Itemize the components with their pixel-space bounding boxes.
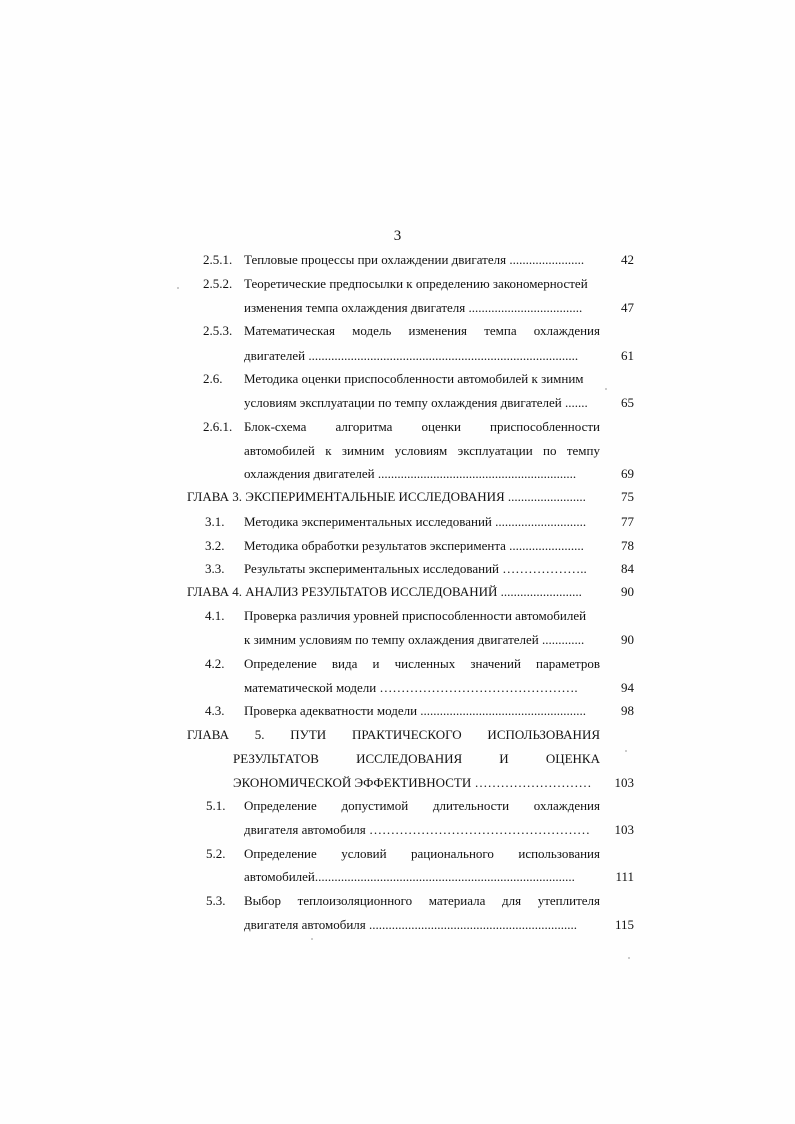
toc-entry-title: Методика оценки приспособленности автомобилей к зимним <box>244 371 584 386</box>
toc-chapter-title-cont: РЕЗУЛЬТАТОВ ИССЛЕДОВАНИЯ И ОЦЕНКА <box>233 751 600 766</box>
toc-chapter-title: ГЛАВА 3. ЭКСПЕРИМЕНТАЛЬНЫЕ ИССЛЕДОВАНИЯ ........................ <box>187 489 586 504</box>
toc-entry-title-cont: математической модели ………………………………………. <box>244 680 578 695</box>
scan-speck <box>628 957 630 959</box>
toc-entry-title: Блок-схема алгоритма оценки приспособленности <box>244 419 600 434</box>
scan-speck <box>625 750 627 752</box>
toc-entry-number: 4.1. <box>205 608 225 623</box>
toc-entry-title: Теоретические предпосылки к определению закономерностей <box>244 276 588 291</box>
toc-entry-number: 4.3. <box>205 703 225 718</box>
toc-entry-page: 111 <box>615 869 634 884</box>
toc-entry-number: 5.2. <box>206 846 226 861</box>
toc-entry-page: 115 <box>614 917 634 932</box>
toc-chapter-page: 75 <box>621 489 634 504</box>
toc-entry-title-cont: условиям эксплуатации по темпу охлаждения двигателей ....... <box>244 395 588 410</box>
toc-entry-page: 47 <box>621 300 634 315</box>
toc-entry-title-cont: охлаждения двигателей ............................................................. <box>244 466 577 481</box>
toc-entry-page: 42 <box>621 252 634 267</box>
toc-entry-page: 65 <box>621 395 634 410</box>
toc-entry-number: 2.5.2. <box>203 276 233 291</box>
toc-entry-number: 3.3. <box>205 561 225 576</box>
toc-entry-title-cont: двигателя автомобиля ................................................................ <box>244 917 578 932</box>
toc-chapter-title: ГЛАВА 5. ПУТИ ПРАКТИЧЕСКОГО ИСПОЛЬЗОВАНИЯ <box>187 727 600 742</box>
toc-entry-title: Тепловые процессы при охлаждении двигателя ....................... <box>244 252 585 267</box>
toc-entry-page: 78 <box>621 538 634 553</box>
toc-entry-title: Математическая модель изменения темпа охлаждения <box>244 323 600 338</box>
toc-entry-page: 69 <box>621 466 634 481</box>
toc-entry-number: 5.1. <box>206 798 226 813</box>
toc-entry-title: Выбор теплоизоляционного материала для утеплителя <box>244 893 600 908</box>
toc-entry-number: 5.3. <box>206 893 226 908</box>
toc-entry-number: 3.1. <box>205 514 225 529</box>
toc-entry-title-cont: к зимним условиям по темпу охлаждения двигателей ............. <box>244 632 585 647</box>
toc-entry-title-cont: автомобилей................................................................................ <box>244 869 575 884</box>
toc-entry-number: 2.5.3. <box>203 323 233 338</box>
scan-speck <box>311 938 313 940</box>
toc-entry-title: Проверка различия уровней приспособленности автомобилей <box>244 608 587 623</box>
toc-chapter-title-cont: ЭКОНОМИЧЕСКОЙ ЭФФЕКТИВНОСТИ ……………………… <box>233 775 592 790</box>
toc-chapter-page: 103 <box>614 775 634 790</box>
toc-entry-title-cont: двигателей ................................................................................... <box>244 348 579 363</box>
toc-entry-number: 2.6. <box>203 371 223 386</box>
toc-entry-title: Определение допустимой длительности охлаждения <box>244 798 600 813</box>
toc-entry-title: Определение вида и численных значений параметров <box>244 656 600 671</box>
toc-entry-page: 94 <box>621 680 634 695</box>
toc-entry-number: 3.2. <box>205 538 225 553</box>
toc-entry-title: Определение условий рационального использования <box>244 846 600 861</box>
toc-entry-title: Результаты экспериментальных исследований ……………….. <box>244 561 587 576</box>
toc-entry-page: 90 <box>621 632 634 647</box>
toc-entry-page: 84 <box>621 561 634 576</box>
toc-chapter-page: 90 <box>621 584 634 599</box>
toc-entry-page: 61 <box>621 348 634 363</box>
toc-entry-page: 77 <box>621 514 634 529</box>
toc-entry-title-cont: изменения темпа охлаждения двигателя ................................... <box>244 300 583 315</box>
toc-entry-title: Методика обработки результатов эксперимента ....................... <box>244 538 584 553</box>
scan-speck <box>177 287 179 289</box>
toc-chapter-title: ГЛАВА 4. АНАЛИЗ РЕЗУЛЬТАТОВ ИССЛЕДОВАНИЙ ......................... <box>187 584 582 599</box>
toc-entry-page: 98 <box>621 703 634 718</box>
toc-entry-title-cont: двигателя автомобиля …………………………………………… <box>244 822 591 837</box>
toc-entry-title-cont: автомобилей к зимним условиям эксплуатации по темпу <box>244 443 600 458</box>
page-number: 3 <box>393 228 402 244</box>
toc-entry-page: 103 <box>614 822 634 837</box>
toc-entry-number: 2.6.1. <box>203 419 233 434</box>
toc-entry-number: 4.2. <box>205 656 225 671</box>
toc-entry-title: Проверка адекватности модели ................................................... <box>244 703 587 718</box>
toc-entry-number: 2.5.1. <box>203 252 233 267</box>
scan-speck <box>605 388 607 390</box>
toc-entry-title: Методика экспериментальных исследований ............................ <box>244 514 587 529</box>
